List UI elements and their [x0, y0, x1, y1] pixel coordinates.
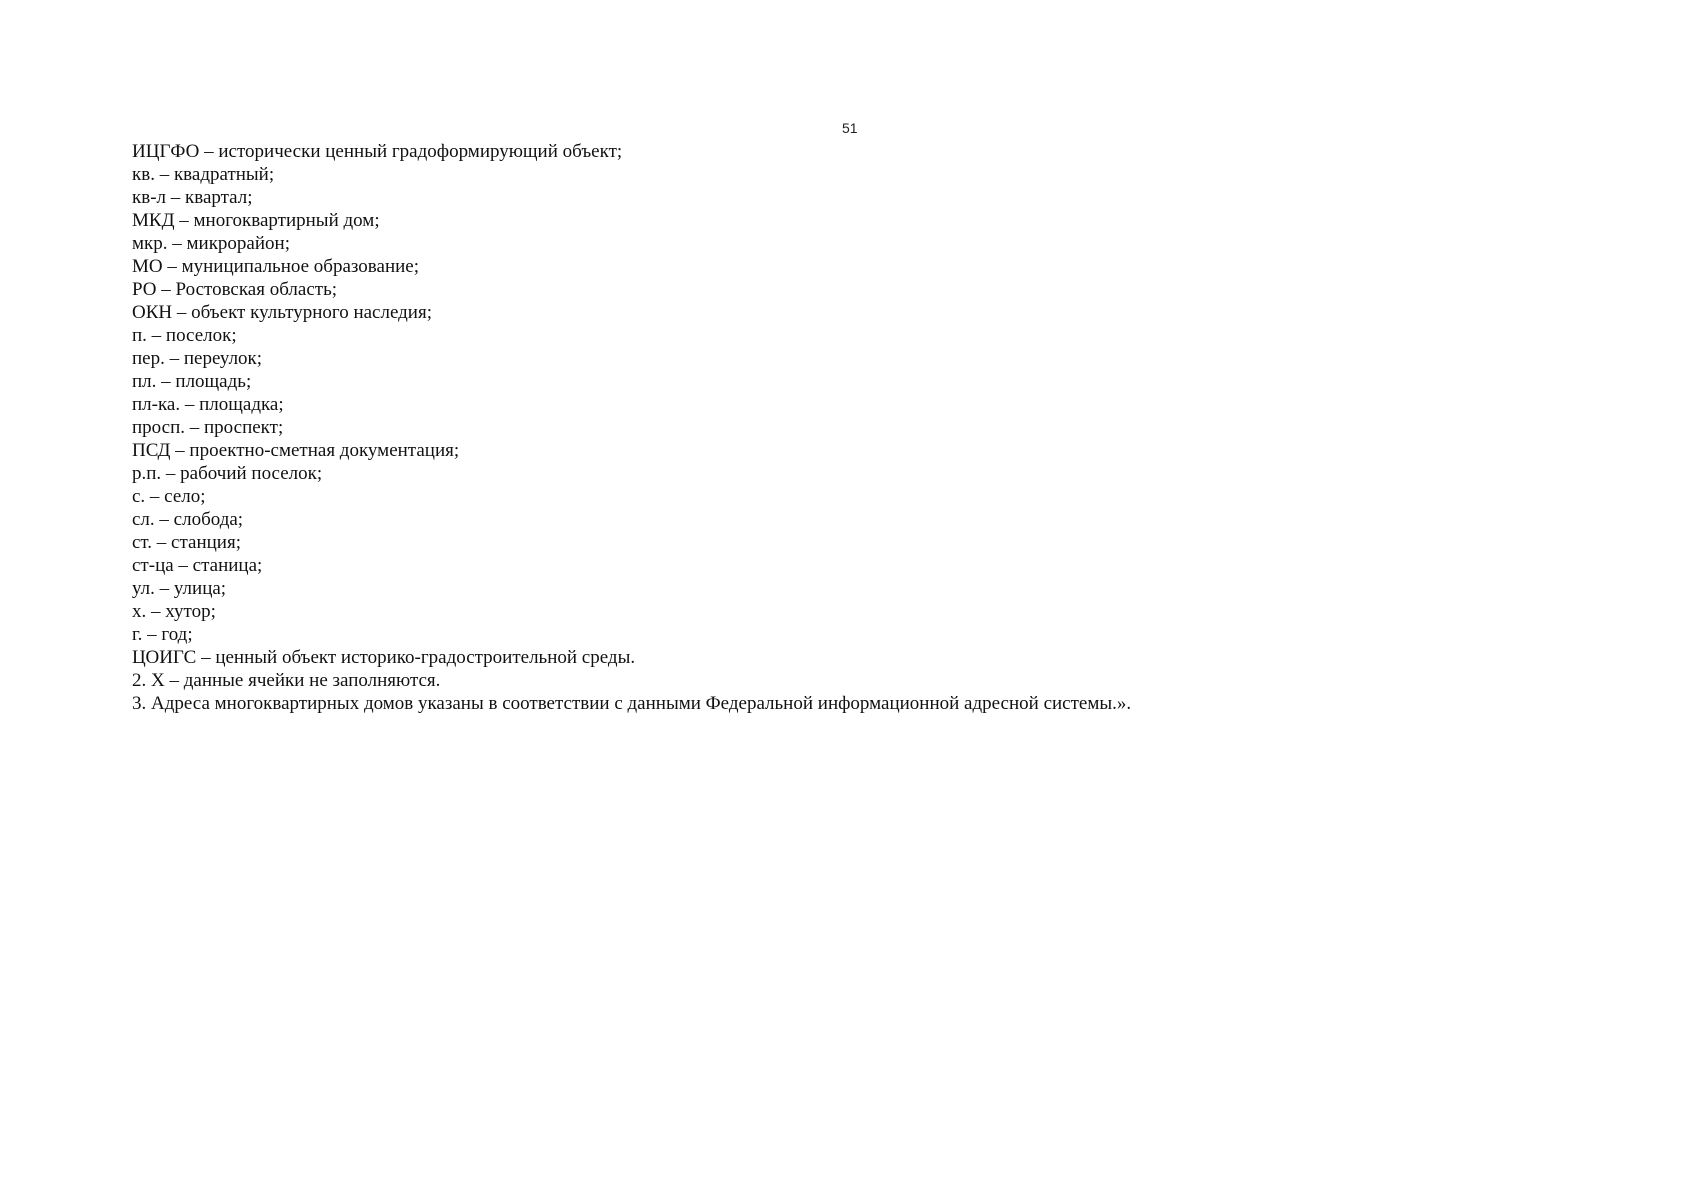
abbreviation-item: г. – год;	[132, 624, 193, 645]
abbreviation-item: мкр. – микрорайон;	[132, 233, 290, 254]
abbreviation-item: МО – муниципальное образование;	[132, 256, 420, 277]
abbreviation-item: п. – поселок;	[132, 325, 237, 346]
abbreviation-item: ст. – станция;	[132, 532, 241, 553]
abbreviation-item: просп. – проспект;	[132, 417, 284, 438]
abbreviation-item: ст-ца – станица;	[132, 555, 263, 576]
abbreviation-item: пл. – площадь;	[132, 371, 252, 392]
abbreviation-item: пер. – переулок;	[132, 348, 263, 369]
abbreviation-item: МКД – многоквартирный дом;	[132, 210, 380, 231]
abbreviation-item: с. – село;	[132, 486, 206, 507]
abbreviation-item: кв-л – квартал;	[132, 187, 253, 208]
abbreviations-list	[132, 140, 1632, 715]
abbreviation-item: пл-ка. – площадка;	[132, 394, 284, 415]
page-number: 51	[842, 120, 858, 136]
abbreviation-item: ЦОИГС – ценный объект историко-градостроительной среды.	[132, 647, 636, 668]
note-item: 3. Адреса многоквартирных домов указаны в соответствии с данными Федеральной информационной адресной системы.».	[132, 693, 1132, 714]
abbreviation-item: р.п. – рабочий поселок;	[132, 463, 323, 484]
abbreviation-item: сл. – слобода;	[132, 509, 244, 530]
abbreviation-item: кв. – квадратный;	[132, 164, 275, 185]
abbreviation-item: ОКН – объект культурного наследия;	[132, 302, 432, 323]
abbreviation-item: ПСД – проектно-сметная документация;	[132, 440, 460, 461]
abbreviation-item: ул. – улица;	[132, 578, 227, 599]
abbreviation-item: ИЦГФО – исторически ценный градоформирующий объект;	[132, 141, 623, 162]
note-item: 2. Х – данные ячейки не заполняются.	[132, 670, 441, 691]
abbreviation-item: х. – хутор;	[132, 601, 216, 622]
abbreviation-item: РО – Ростовская область;	[132, 279, 338, 300]
